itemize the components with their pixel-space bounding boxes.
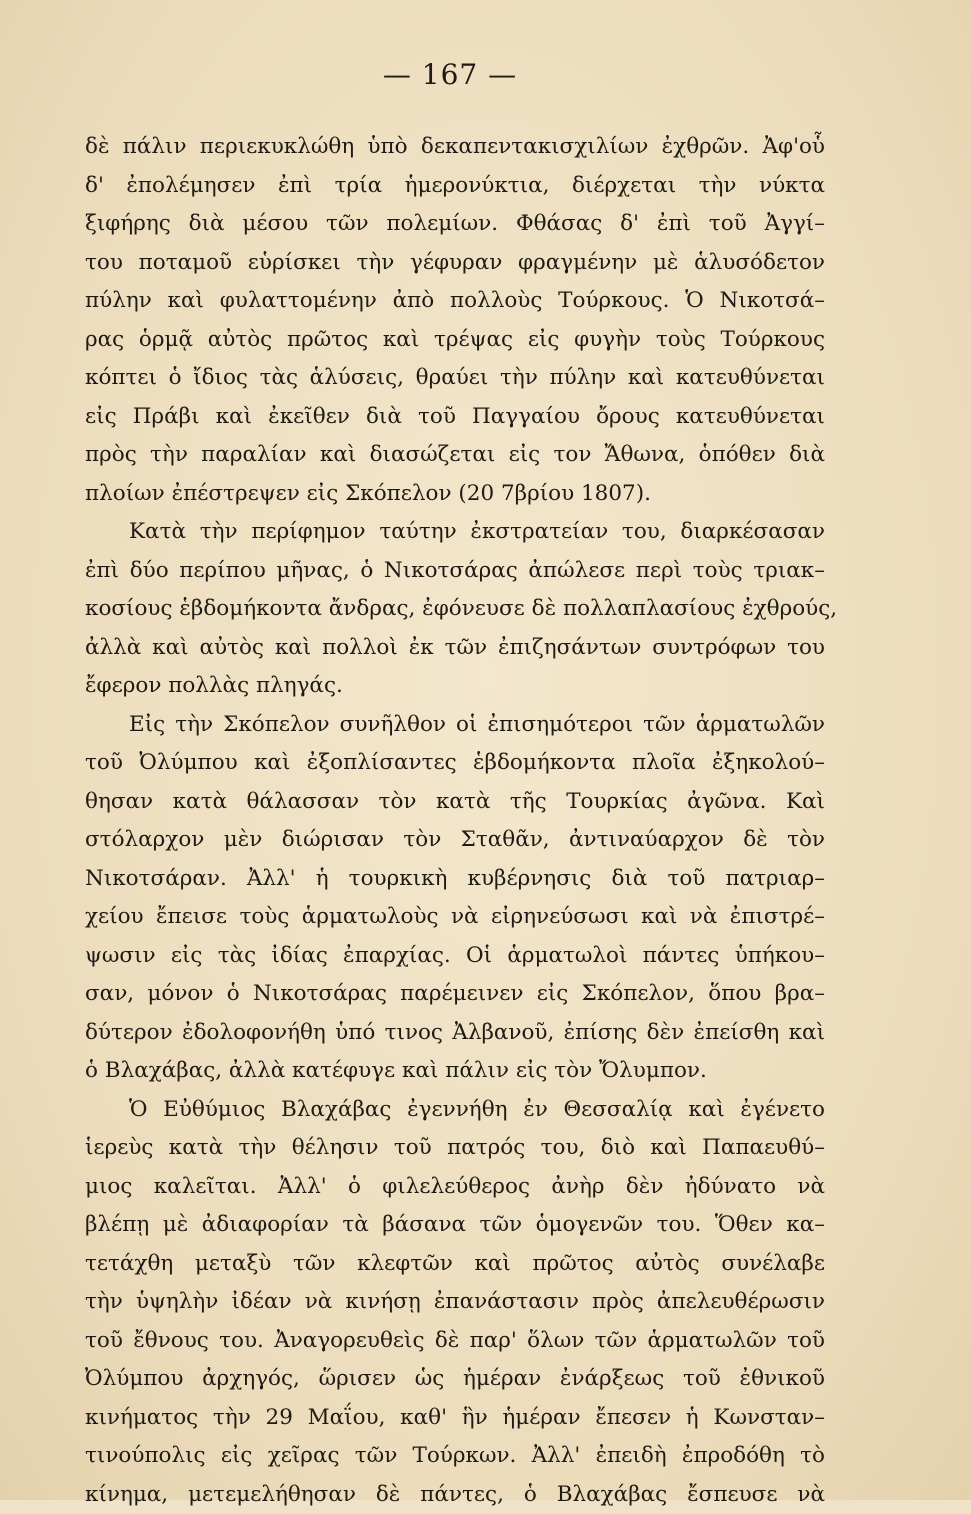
text-line: ἀλλὰ καὶ αὐτὸς καὶ πολλοὶ ἐκ τῶν ἐπιζησάντων συντρόφων του bbox=[85, 629, 825, 668]
text-line: δὲ πάλιν περιεκυκλώθη ὑπὸ δεκαπεντακισχιλίων ἐχθρῶν. Ἀφ'οὗ bbox=[85, 128, 825, 167]
text-line: τινούπολις εἰς χεῖρας τῶν Τούρκων. Ἀλλ' ἐπειδὴ ἐπροδόθη τὸ bbox=[85, 1437, 825, 1476]
text-line: χείου ἔπεισε τοὺς ἁρματωλοὺς νὰ εἰρηνεύσωσι καὶ νὰ ἐπιστρέ– bbox=[85, 898, 825, 937]
text-line: σαν, μόνον ὁ Νικοτσάρας παρέμεινεν εἰς Σκόπελον, ὅπου βρα– bbox=[85, 975, 825, 1014]
text-line: θησαν κατὰ θάλασσαν τὸν κατὰ τῆς Τουρκίας ἀγῶνα. Καὶ bbox=[85, 783, 825, 822]
text-line: βλέπῃ μὲ ἀδιαφορίαν τὰ βάσανα τῶν ὁμογενῶν του. Ὅθεν κα– bbox=[85, 1206, 825, 1245]
text-line: ψωσιν εἰς τὰς ἰδίας ἐπαρχίας. Οἱ ἁρματωλοὶ πάντες ὑπήκου– bbox=[85, 937, 825, 976]
text-line: Ὁ Εὐθύμιος Βλαχάβας ἐγεννήθη ἐν Θεσσαλίᾳ καὶ ἐγένετο bbox=[85, 1091, 825, 1130]
text-line: Εἰς τὴν Σκόπελον συνῆλθον οἱ ἐπισημότεροι τῶν ἁρματωλῶν bbox=[85, 706, 825, 745]
text-line: κόπτει ὁ ἴδιος τὰς ἁλύσεις, θραύει τὴν πύλην καὶ κατευθύνεται bbox=[85, 359, 825, 398]
text-line: Ὀλύμπου ἀρχηγός, ὥρισεν ὡς ἡμέραν ἐνάρξεως τοῦ ἐθνικοῦ bbox=[85, 1360, 825, 1399]
text-line: τοῦ ἔθνους του. Ἀναγορευθεὶς δὲ παρ' ὅλων τῶν ἁρματωλῶν τοῦ bbox=[85, 1322, 825, 1361]
text-line: κοσίους ἑβδομήκοντα ἄνδρας, ἐφόνευσε δὲ πολλαπλασίους ἐχθρούς, bbox=[85, 590, 825, 629]
text-line: του ποταμοῦ εὑρίσκει τὴν γέφυραν φραγμένην μὲ ἁλυσόδετον bbox=[85, 244, 825, 283]
text-line: Νικοτσάραν. Ἀλλ' ἡ τουρκικὴ κυβέρνησις διὰ τοῦ πατριαρ– bbox=[85, 860, 825, 899]
text-line: πρὸς τὴν παραλίαν καὶ διασώζεται εἰς τον Ἄθωνα, ὁπόθεν διὰ bbox=[85, 436, 825, 475]
text-line: μιος καλεῖται. Ἀλλ' ὁ φιλελεύθερος ἀνὴρ δὲν ἠδύνατο νὰ bbox=[85, 1168, 825, 1207]
text-line: κίνημα, μετεμελήθησαν δὲ πάντες, ὁ Βλαχάβας ἔσπευσε νὰ bbox=[85, 1476, 825, 1514]
paragraph bbox=[85, 706, 825, 1091]
text-line: τετάχθη μεταξὺ τῶν κλεφτῶν καὶ πρῶτος αὐτὸς συνέλαβε bbox=[85, 1245, 825, 1284]
text-line: ξιφήρης διὰ μέσου τῶν πολεμίων. Φθάσας δ' ἐπὶ τοῦ Ἀγγί– bbox=[85, 205, 825, 244]
text-line: εἰς Πράβι καὶ ἐκεῖθεν διὰ τοῦ Παγγαίου ὄρους κατευθύνεται bbox=[85, 398, 825, 437]
paragraph bbox=[85, 513, 825, 706]
body-text bbox=[85, 128, 825, 1514]
text-line: ἔφερον πολλὰς πληγάς. bbox=[85, 667, 825, 706]
text-line: πλοίων ἐπέστρεψεν εἰς Σκόπελον (20 7βρίου 1807). bbox=[85, 475, 825, 514]
text-line: κινήματος τὴν 29 Μαΐου, καθ' ἣν ἡμέραν ἔπεσεν ἡ Κωνσταν– bbox=[85, 1399, 825, 1438]
text-line: τοῦ Ὀλύμπου καὶ ἐξοπλίσαντες ἑβδομήκοντα πλοῖα ἐξηκολού– bbox=[85, 744, 825, 783]
text-line: ἱερεὺς κατὰ τὴν θέλησιν τοῦ πατρός του, διὸ καὶ Παπαευθύ– bbox=[85, 1129, 825, 1168]
text-line: δύτερον ἐδολοφονήθη ὑπό τινος Ἀλβανοῦ, ἐπίσης δὲν ἐπείσθη καὶ bbox=[85, 1014, 825, 1053]
text-line: Κατὰ τὴν περίφημον ταύτην ἐκστρατείαν του, διαρκέσασαν bbox=[85, 513, 825, 552]
text-line: πύλην καὶ φυλαττομένην ἀπὸ πολλοὺς Τούρκους. Ὁ Νικοτσά– bbox=[85, 282, 825, 321]
page-number: — 167 — bbox=[0, 58, 900, 91]
paragraph bbox=[85, 1091, 825, 1514]
paragraph bbox=[85, 128, 825, 513]
text-line: τὴν ὑψηλὴν ἰδέαν νὰ κινήσῃ ἐπανάστασιν πρὸς ἀπελευθέρωσιν bbox=[85, 1283, 825, 1322]
text-line: στόλαρχον μὲν διώρισαν τὸν Σταθᾶν, ἀντιναύαρχον δὲ τὸν bbox=[85, 821, 825, 860]
text-line: ἐπὶ δύο περίπου μῆνας, ὁ Νικοτσάρας ἀπώλεσε περὶ τοὺς τριακ– bbox=[85, 552, 825, 591]
text-line: δ' ἐπολέμησεν ἐπὶ τρία ἡμερονύκτια, διέρχεται τὴν νύκτα bbox=[85, 167, 825, 206]
text-line: ὁ Βλαχάβας, ἀλλὰ κατέφυγε καὶ πάλιν εἰς τὸν Ὄλυμπον. bbox=[85, 1052, 825, 1091]
text-line: ρας ὁρμᾷ αὐτὸς πρῶτος καὶ τρέψας εἰς φυγὴν τοὺς Τούρκους bbox=[85, 321, 825, 360]
